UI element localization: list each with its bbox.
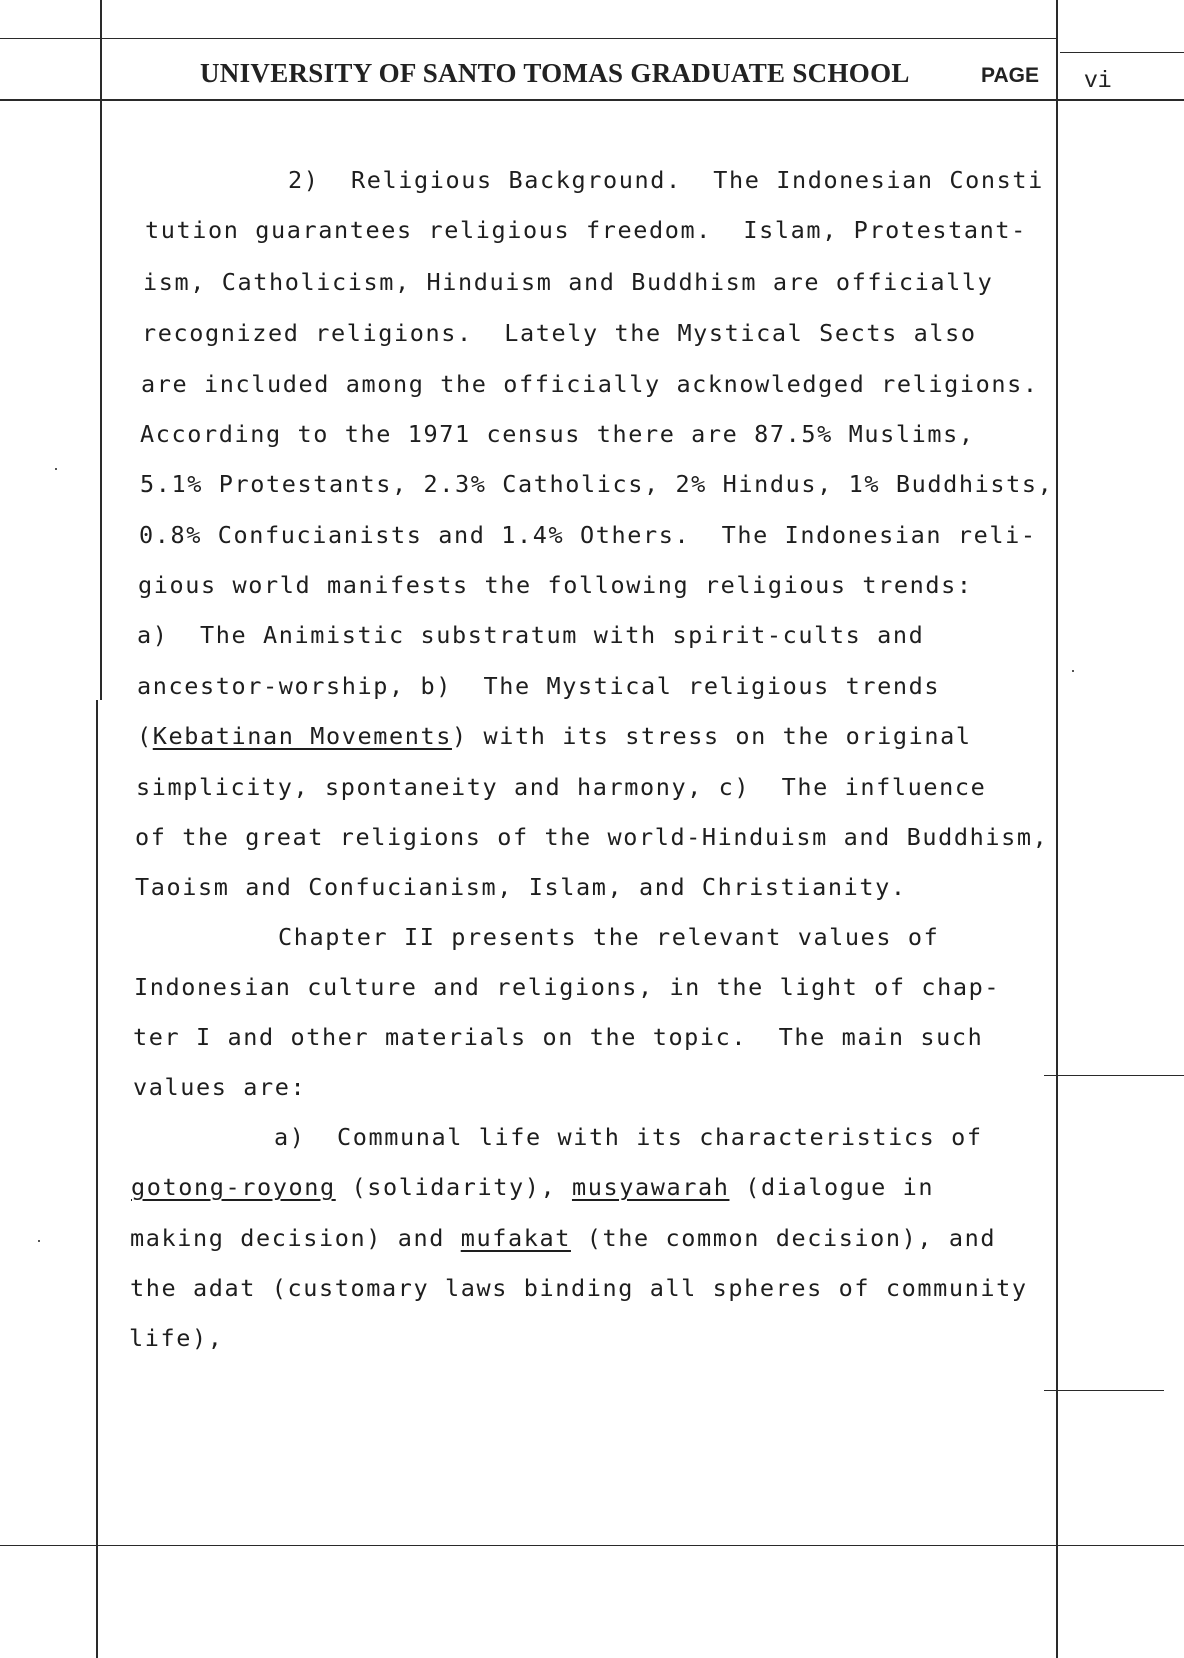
text-segment: 5.1% Protestants, 2.3% Catholics, 2% Hindus, 1% Buddhists, [140,470,1054,498]
right-tick-rule-2 [1044,1390,1164,1391]
text-segment: recognized religions. Lately the Mystical Sects also [142,319,977,347]
scan-dot [38,1240,40,1242]
text-segment: are included among the officially acknowledged religions. [141,370,1039,398]
text-segment: ) with its stress on the original [451,722,972,750]
text-segment: 0.8% Confucianists and 1.4% Others. The Indonesian reli- [139,521,1037,549]
text-line [142,319,977,347]
text-segment: a) Communal life with its characteristics of [274,1123,983,1151]
text-line [137,722,972,750]
right-tick-rule-1 [1044,1075,1184,1076]
text-segment: Chapter II presents the relevant values of [278,923,940,951]
text-line [129,1324,224,1352]
footer-rule [0,1545,1184,1546]
page-label: PAGE [981,64,1039,87]
text-line [143,268,993,296]
text-segment: the adat (customary laws binding all spheres of community [130,1274,1028,1302]
text-segment: gious world manifests the following religious trends: [138,571,973,599]
text-line [278,923,939,951]
page-number: vi [1084,68,1112,94]
text-line [141,370,1039,398]
text-line [131,1173,934,1201]
scan-dot [55,468,57,470]
underlined-term: gotong-royong [131,1173,336,1201]
text-line [139,521,1037,549]
header-bottom-rule [0,99,1184,101]
text-segment: (dialogue in [729,1173,935,1201]
text-line [133,1073,306,1101]
text-segment: ism, Catholicism, Hinduism and Buddhism are officially [143,268,994,296]
text-line [137,621,924,649]
text-segment: values are: [133,1073,307,1101]
text-segment: simplicity, spontaneity and harmony, c) The influence [136,773,987,801]
text-segment: Taoism and Confucianism, Islam, and Christianity. [135,873,907,901]
text-line [274,1123,983,1151]
text-line [130,1224,996,1252]
text-line [145,216,1027,244]
header-top-rule [0,38,1056,39]
scan-dot [1072,670,1074,672]
text-segment: a) The Animistic substratum with spirit-cults and [137,621,925,649]
text-segment: tution guarantees religious freedom. Islam, Protestant- [145,216,1027,244]
right-margin-rule [1056,0,1058,1658]
text-line [133,1023,983,1051]
underlined-term: musyawarah [571,1173,730,1201]
text-segment: (the common decision), and [570,1224,997,1252]
text-segment: Indonesian culture and religions, in the light of chap- [134,973,1001,1001]
text-line [130,1274,1028,1302]
underlined-term: Kebatinan Movements [152,722,452,750]
text-segment: ancestor-worship, b) The Mystical religious trends [137,672,941,700]
page-box-rule [1060,52,1184,53]
text-line [135,873,907,901]
text-line [140,420,975,448]
text-line [137,672,940,700]
text-segment: life), [129,1324,224,1352]
text-segment: ( [137,722,153,750]
text-segment: ter I and other materials on the topic. The main such [133,1023,984,1051]
text-line [288,166,1044,194]
underlined-term: mufakat [460,1224,571,1252]
text-line [134,973,1000,1001]
text-segment: According to the 1971 census there are 87.5% Muslims, [140,420,975,448]
left-margin-rule [100,0,102,700]
text-segment: (solidarity), [335,1173,572,1201]
text-segment: of the great religions of the world-Hinduism and Buddhism, [135,823,1049,851]
text-line [136,773,986,801]
text-line [140,470,1053,498]
university-header-title: UNIVERSITY OF SANTO TOMAS GRADUATE SCHOOL [200,58,910,88]
text-segment: 2) Religious Background. The Indonesian Consti [288,166,1044,194]
text-segment: making decision) and [130,1224,461,1252]
text-line [135,823,1048,851]
text-line [138,571,973,599]
left-margin-rule-lower [96,700,98,1658]
